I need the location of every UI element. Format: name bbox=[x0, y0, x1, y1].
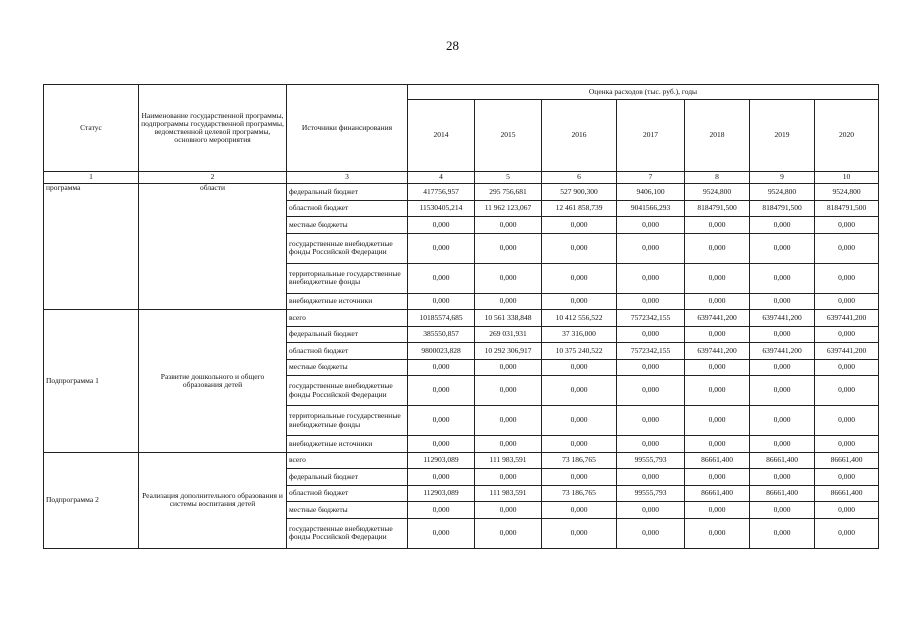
value-cell-2014: 0,000 bbox=[408, 518, 475, 548]
value-cell-2020: 8184791,500 bbox=[815, 200, 879, 217]
value-cell-2019: 8184791,500 bbox=[750, 200, 815, 217]
value-cell-2015: 111 983,591 bbox=[475, 485, 542, 502]
value-cell-2018: 0,000 bbox=[685, 469, 750, 486]
value-cell-2015: 0,000 bbox=[475, 233, 542, 263]
header-year-2018: 2018 bbox=[685, 100, 750, 172]
value-cell-2018: 0,000 bbox=[685, 406, 750, 436]
value-cell-2016: 0,000 bbox=[542, 293, 617, 310]
value-cell-2014: 0,000 bbox=[408, 406, 475, 436]
value-cell-2019: 86661,400 bbox=[750, 452, 815, 469]
value-cell-2014: 112903,089 bbox=[408, 452, 475, 469]
value-cell-2014: 11530405,214 bbox=[408, 200, 475, 217]
value-cell-2017: 9041566,293 bbox=[617, 200, 685, 217]
table-body bbox=[44, 184, 879, 549]
value-cell-2015: 295 756,681 bbox=[475, 184, 542, 201]
value-cell-2019: 6397441,200 bbox=[750, 310, 815, 327]
column-number-4: 4 bbox=[408, 172, 475, 184]
value-cell-2016: 0,000 bbox=[542, 263, 617, 293]
value-cell-2014: 0,000 bbox=[408, 359, 475, 376]
header-name: Наименование государственной программы, подпрограммы государственной программы, ведомственной целевой программы, основного мероприятия bbox=[139, 85, 287, 172]
value-cell-2020: 6397441,200 bbox=[815, 343, 879, 360]
column-number-9: 9 bbox=[750, 172, 815, 184]
value-cell-2014: 0,000 bbox=[408, 233, 475, 263]
value-cell-2018: 0,000 bbox=[685, 518, 750, 548]
column-number-1: 1 bbox=[44, 172, 139, 184]
value-cell-2019: 0,000 bbox=[750, 326, 815, 343]
status-cell: Подпрограмма 2 bbox=[44, 452, 139, 548]
value-cell-2019: 86661,400 bbox=[750, 485, 815, 502]
value-cell-2015: 111 983,591 bbox=[475, 452, 542, 469]
column-number-8: 8 bbox=[685, 172, 750, 184]
value-cell-2017: 0,000 bbox=[617, 436, 685, 453]
table-row bbox=[44, 310, 879, 327]
value-cell-2018: 0,000 bbox=[685, 436, 750, 453]
value-cell-2020: 0,000 bbox=[815, 376, 879, 406]
header-year-2014: 2014 bbox=[408, 100, 475, 172]
funding-source-cell: федеральный бюджет bbox=[287, 184, 408, 201]
funding-source-cell: внебюджетные источники bbox=[287, 436, 408, 453]
table-row bbox=[44, 452, 879, 469]
header-year-2016: 2016 bbox=[542, 100, 617, 172]
value-cell-2014: 0,000 bbox=[408, 502, 475, 519]
funding-source-cell: областной бюджет bbox=[287, 200, 408, 217]
value-cell-2019: 0,000 bbox=[750, 293, 815, 310]
value-cell-2019: 9524,800 bbox=[750, 184, 815, 201]
value-cell-2017: 7572342,155 bbox=[617, 343, 685, 360]
value-cell-2014: 10185574,685 bbox=[408, 310, 475, 327]
header-estimate: Оценка расходов (тыс. руб.), годы bbox=[408, 85, 879, 100]
funding-source-cell: внебюджетные источники bbox=[287, 293, 408, 310]
funding-source-cell: государственные внебюджетные фонды Российской Федерации bbox=[287, 233, 408, 263]
value-cell-2019: 0,000 bbox=[750, 233, 815, 263]
value-cell-2020: 0,000 bbox=[815, 233, 879, 263]
value-cell-2018: 6397441,200 bbox=[685, 343, 750, 360]
header-year-2019: 2019 bbox=[750, 100, 815, 172]
value-cell-2017: 0,000 bbox=[617, 406, 685, 436]
value-cell-2020: 0,000 bbox=[815, 326, 879, 343]
value-cell-2020: 0,000 bbox=[815, 436, 879, 453]
value-cell-2020: 0,000 bbox=[815, 502, 879, 519]
value-cell-2019: 0,000 bbox=[750, 217, 815, 234]
program-name-cell: Реализация дополнительного образования и системы воспитания детей bbox=[139, 452, 287, 548]
header-status: Статус bbox=[44, 85, 139, 172]
value-cell-2018: 0,000 bbox=[685, 233, 750, 263]
value-cell-2019: 0,000 bbox=[750, 359, 815, 376]
status-cell: Подпрограмма 1 bbox=[44, 310, 139, 453]
value-cell-2017: 0,000 bbox=[617, 326, 685, 343]
value-cell-2015: 0,000 bbox=[475, 217, 542, 234]
value-cell-2016: 527 900,300 bbox=[542, 184, 617, 201]
funding-source-cell: местные бюджеты bbox=[287, 502, 408, 519]
value-cell-2016: 73 186,765 bbox=[542, 485, 617, 502]
value-cell-2015: 0,000 bbox=[475, 359, 542, 376]
value-cell-2020: 86661,400 bbox=[815, 452, 879, 469]
value-cell-2017: 0,000 bbox=[617, 518, 685, 548]
value-cell-2019: 6397441,200 bbox=[750, 343, 815, 360]
program-name-cell: Развитие дошкольного и общего образования детей bbox=[139, 310, 287, 453]
value-cell-2015: 0,000 bbox=[475, 436, 542, 453]
value-cell-2017: 0,000 bbox=[617, 217, 685, 234]
value-cell-2018: 8184791,500 bbox=[685, 200, 750, 217]
value-cell-2014: 9800023,828 bbox=[408, 343, 475, 360]
value-cell-2014: 0,000 bbox=[408, 469, 475, 486]
value-cell-2020: 0,000 bbox=[815, 406, 879, 436]
value-cell-2017: 9406,100 bbox=[617, 184, 685, 201]
value-cell-2015: 0,000 bbox=[475, 502, 542, 519]
value-cell-2018: 0,000 bbox=[685, 376, 750, 406]
column-number-3: 3 bbox=[287, 172, 408, 184]
value-cell-2015: 10 561 338,848 bbox=[475, 310, 542, 327]
column-number-5: 5 bbox=[475, 172, 542, 184]
value-cell-2015: 0,000 bbox=[475, 518, 542, 548]
value-cell-2014: 0,000 bbox=[408, 263, 475, 293]
table-header bbox=[44, 85, 879, 184]
funding-source-cell: государственные внебюджетные фонды Российской Федерации bbox=[287, 518, 408, 548]
funding-source-cell: областной бюджет bbox=[287, 485, 408, 502]
value-cell-2017: 0,000 bbox=[617, 233, 685, 263]
value-cell-2017: 99555,793 bbox=[617, 485, 685, 502]
value-cell-2018: 0,000 bbox=[685, 359, 750, 376]
value-cell-2020: 0,000 bbox=[815, 263, 879, 293]
value-cell-2017: 0,000 bbox=[617, 502, 685, 519]
value-cell-2016: 0,000 bbox=[542, 406, 617, 436]
value-cell-2020: 6397441,200 bbox=[815, 310, 879, 327]
funding-source-cell: федеральный бюджет bbox=[287, 469, 408, 486]
value-cell-2014: 0,000 bbox=[408, 376, 475, 406]
value-cell-2018: 6397441,200 bbox=[685, 310, 750, 327]
value-cell-2014: 0,000 bbox=[408, 436, 475, 453]
column-number-6: 6 bbox=[542, 172, 617, 184]
funding-source-cell: всего bbox=[287, 452, 408, 469]
value-cell-2017: 7572342,155 bbox=[617, 310, 685, 327]
value-cell-2017: 0,000 bbox=[617, 293, 685, 310]
value-cell-2017: 99555,793 bbox=[617, 452, 685, 469]
value-cell-2016: 0,000 bbox=[542, 376, 617, 406]
value-cell-2018: 0,000 bbox=[685, 293, 750, 310]
column-number-7: 7 bbox=[617, 172, 685, 184]
funding-source-cell: территориальные государственные внебюджетные фонды bbox=[287, 406, 408, 436]
funding-source-cell: местные бюджеты bbox=[287, 359, 408, 376]
value-cell-2015: 0,000 bbox=[475, 293, 542, 310]
value-cell-2020: 0,000 bbox=[815, 518, 879, 548]
value-cell-2015: 269 031,931 bbox=[475, 326, 542, 343]
value-cell-2019: 0,000 bbox=[750, 469, 815, 486]
value-cell-2017: 0,000 bbox=[617, 359, 685, 376]
column-number-2: 2 bbox=[139, 172, 287, 184]
header-year-2020: 2020 bbox=[815, 100, 879, 172]
value-cell-2019: 0,000 bbox=[750, 436, 815, 453]
value-cell-2016: 0,000 bbox=[542, 359, 617, 376]
value-cell-2018: 0,000 bbox=[685, 326, 750, 343]
value-cell-2016: 73 186,765 bbox=[542, 452, 617, 469]
value-cell-2020: 0,000 bbox=[815, 359, 879, 376]
funding-source-cell: областной бюджет bbox=[287, 343, 408, 360]
value-cell-2019: 0,000 bbox=[750, 376, 815, 406]
funding-source-cell: всего bbox=[287, 310, 408, 327]
value-cell-2017: 0,000 bbox=[617, 263, 685, 293]
value-cell-2014: 0,000 bbox=[408, 293, 475, 310]
value-cell-2019: 0,000 bbox=[750, 518, 815, 548]
value-cell-2015: 0,000 bbox=[475, 406, 542, 436]
value-cell-2019: 0,000 bbox=[750, 263, 815, 293]
value-cell-2015: 0,000 bbox=[475, 376, 542, 406]
header-column-numbers-row bbox=[44, 172, 879, 184]
header-year-2017: 2017 bbox=[617, 100, 685, 172]
value-cell-2020: 0,000 bbox=[815, 217, 879, 234]
header-year-2015: 2015 bbox=[475, 100, 542, 172]
value-cell-2020: 0,000 bbox=[815, 293, 879, 310]
status-cell: программа bbox=[44, 184, 139, 310]
value-cell-2016: 0,000 bbox=[542, 436, 617, 453]
value-cell-2016: 0,000 bbox=[542, 217, 617, 234]
value-cell-2015: 11 962 123,067 bbox=[475, 200, 542, 217]
value-cell-2016: 12 461 858,739 bbox=[542, 200, 617, 217]
value-cell-2015: 0,000 bbox=[475, 263, 542, 293]
funding-source-cell: местные бюджеты bbox=[287, 217, 408, 234]
value-cell-2016: 0,000 bbox=[542, 469, 617, 486]
value-cell-2016: 37 316,000 bbox=[542, 326, 617, 343]
value-cell-2016: 0,000 bbox=[542, 233, 617, 263]
value-cell-2019: 0,000 bbox=[750, 502, 815, 519]
funding-source-cell: территориальные государственные внебюджетные фонды bbox=[287, 263, 408, 293]
funding-source-cell: федеральный бюджет bbox=[287, 326, 408, 343]
value-cell-2014: 385550,857 bbox=[408, 326, 475, 343]
value-cell-2016: 10 412 556,522 bbox=[542, 310, 617, 327]
value-cell-2018: 86661,400 bbox=[685, 452, 750, 469]
value-cell-2014: 112903,089 bbox=[408, 485, 475, 502]
value-cell-2019: 0,000 bbox=[750, 406, 815, 436]
value-cell-2014: 417756,957 bbox=[408, 184, 475, 201]
value-cell-2020: 86661,400 bbox=[815, 485, 879, 502]
value-cell-2016: 0,000 bbox=[542, 518, 617, 548]
value-cell-2014: 0,000 bbox=[408, 217, 475, 234]
value-cell-2018: 0,000 bbox=[685, 263, 750, 293]
program-name-cell: области bbox=[139, 184, 287, 310]
value-cell-2015: 10 292 306,917 bbox=[475, 343, 542, 360]
value-cell-2020: 9524,800 bbox=[815, 184, 879, 201]
page-number: 28 bbox=[446, 38, 459, 53]
funding-source-cell: государственные внебюджетные фонды Российской Федерации bbox=[287, 376, 408, 406]
value-cell-2017: 0,000 bbox=[617, 469, 685, 486]
value-cell-2018: 86661,400 bbox=[685, 485, 750, 502]
column-number-10: 10 bbox=[815, 172, 879, 184]
value-cell-2020: 0,000 bbox=[815, 469, 879, 486]
value-cell-2018: 0,000 bbox=[685, 217, 750, 234]
table-row bbox=[44, 184, 879, 201]
value-cell-2018: 9524,800 bbox=[685, 184, 750, 201]
header-sources: Источники финансирования bbox=[287, 85, 408, 172]
value-cell-2016: 10 375 240,522 bbox=[542, 343, 617, 360]
value-cell-2015: 0,000 bbox=[475, 469, 542, 486]
value-cell-2016: 0,000 bbox=[542, 502, 617, 519]
value-cell-2018: 0,000 bbox=[685, 502, 750, 519]
budget-table bbox=[43, 84, 879, 549]
value-cell-2017: 0,000 bbox=[617, 376, 685, 406]
